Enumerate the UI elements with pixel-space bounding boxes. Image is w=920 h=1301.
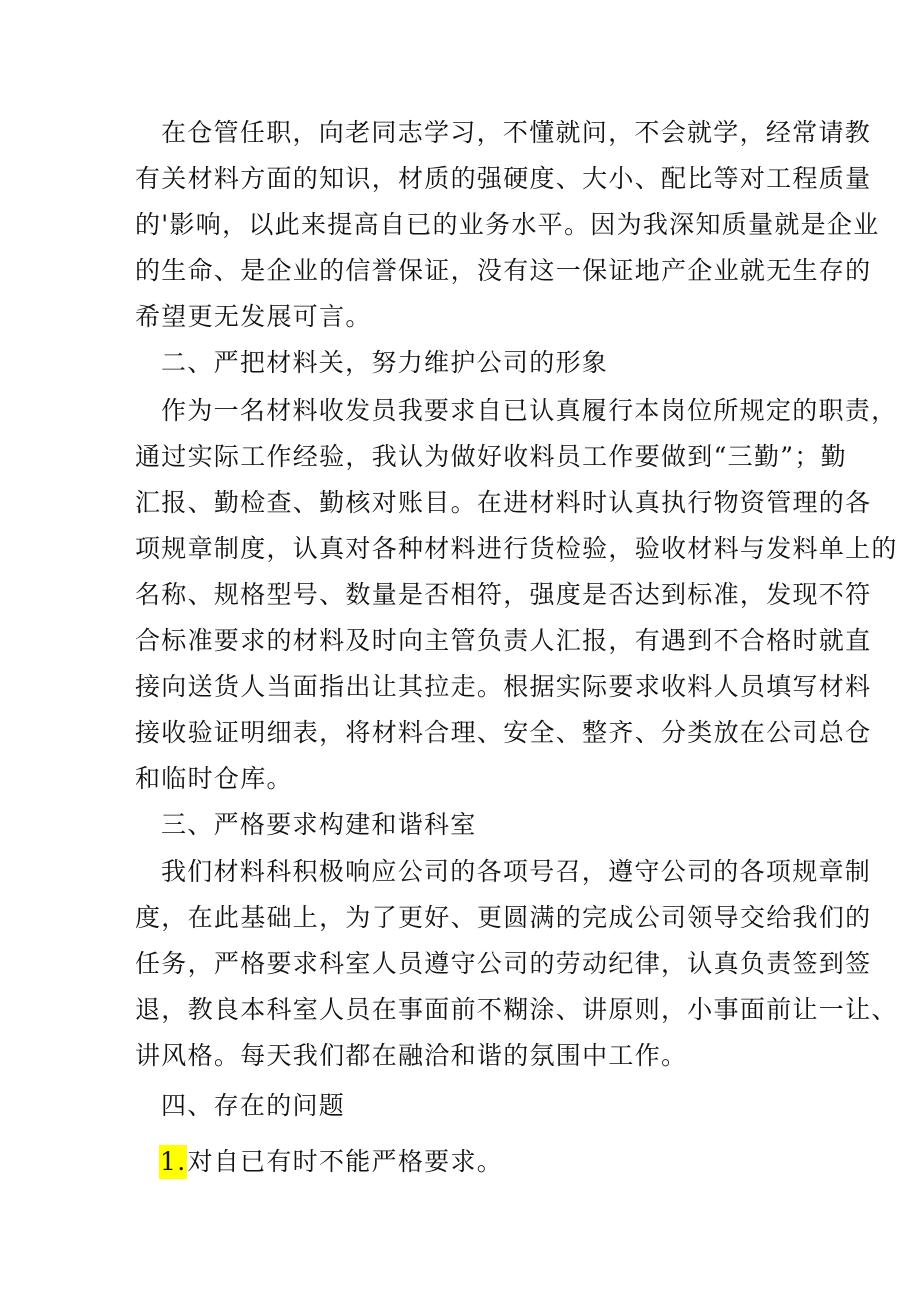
paragraph-line: 作为一名材料收发员我要求自已认真履行本岗位所规定的职责，	[161, 396, 898, 425]
paragraph-line: 汇报、勤检查、勤核对账目。在进材料时认真执行物资管理的各	[135, 488, 872, 517]
paragraph-line: 退，教良本科室人员在事面前不糊涂、讲原则，小事面前让一让、	[135, 995, 898, 1024]
paragraph-line: 接向送货人当面指出让其拉走。根据实际要求收料人员填写材料	[135, 672, 872, 701]
list-item	[159, 1145, 819, 1179]
paragraph-line: 有关材料方面的知识，材质的强硬度、大小、配比等对工程质量	[135, 164, 872, 193]
paragraph-line: 在仓管任职，向老同志学习，不懂就问，不会就学，经常请教	[161, 118, 872, 147]
paragraph-line: 我们材料科积极响应公司的各项号召，遵守公司的各项规章制	[161, 857, 872, 886]
paragraph-line: 合标准要求的材料及时向主管负责人汇报，有遇到不合格时就直	[135, 626, 872, 655]
section-heading-3: 三、严格要求构建和谐科室	[161, 810, 477, 839]
paragraph-line: 的生命、是企业的信誉保证，没有这一保证地产企业就无生存的	[135, 256, 872, 285]
paragraph-line: 讲风格。每天我们都在融洽和谐的氛围中工作。	[135, 1041, 688, 1070]
paragraph-line: 名称、规格型号、数量是否相符，强度是否达到标准，发现不符	[135, 580, 872, 609]
paragraph-line: 希望更无发展可言。	[135, 302, 372, 331]
paragraph-line: 接收验证明细表，将材料合理、安全、整齐、分类放在公司总仓	[135, 718, 872, 747]
section-heading-2: 二、严把材料关，努力维护公司的形象	[161, 348, 609, 377]
paragraph-line: 任务，严格要求科室人员遵守公司的劳动纪律，认真负责签到签	[135, 949, 872, 978]
paragraph-line: 的'影响，以此来提高自已的业务水平。因为我深知质量就是企业	[135, 210, 880, 239]
paragraph-line: 通过实际工作经验，我认为做好收料员工作要做到“三勤”；勤	[135, 442, 847, 471]
paragraph-line: 和临时仓库。	[135, 764, 293, 793]
list-number-highlight: 1.	[159, 1145, 187, 1179]
paragraph-line: 度，在此基础上，为了更好、更圆满的完成公司领导交给我们的	[135, 903, 872, 932]
section-heading-4: 四、存在的问题	[161, 1091, 346, 1120]
paragraph-line: 项规章制度，认真对各种材料进行货检验，验收材料与发料单上的	[135, 534, 898, 563]
list-item-text: 对自已有时不能严格要求。	[187, 1147, 504, 1176]
